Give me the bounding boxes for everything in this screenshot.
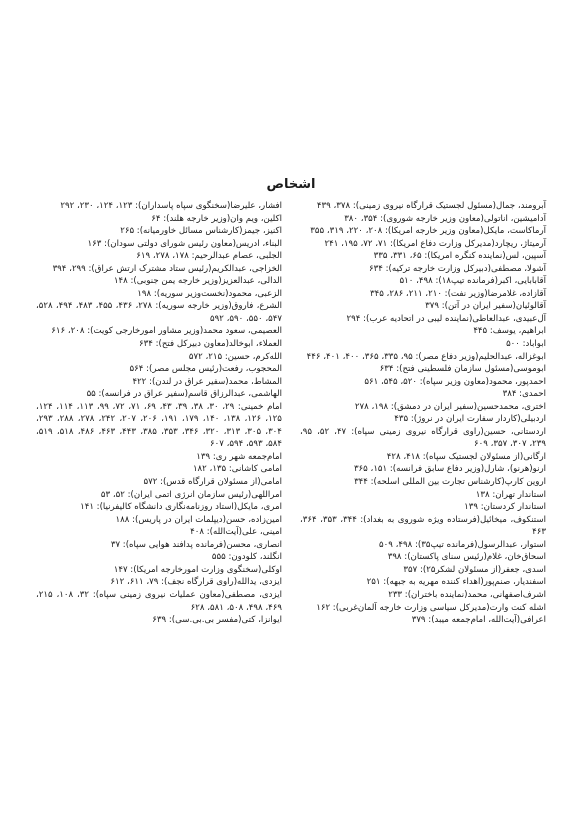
index-entry: الله‌کرم، حسین: ۲۱۵، ۵۷۲ bbox=[188, 351, 282, 362]
index-entry: استاندار کردستان: ۱۳۹ bbox=[464, 502, 546, 513]
index-entry: اختری، محمدحسین(سفیر ایران در دمشق): ۱۹۸، ۲۷۸ bbox=[354, 401, 546, 412]
index-entry: آقابابایی، اکبر(فرمانده تیپ۱۸): ۴۹۸، ۵۱۰ bbox=[399, 276, 546, 287]
index-entry: احمدی: ۳۸۴ bbox=[502, 389, 546, 400]
index-entry: افشار، علیرضا(سخنگوی سپاه پاسداران): ۱۲۳، ۱۲۴، ۲۳۰، ۲۹۲ bbox=[60, 201, 282, 211]
index-entry: اشرف‌اصفهانی، محمد(نماینده باختران): ۲۳۳ bbox=[388, 589, 546, 600]
index-entry: الهاشمی، عبدالرزاق قاسم(سفیر عراق در فرانسه): ۵۵ bbox=[86, 389, 282, 400]
index-entry: آسپین، لس(نماینده کنگره امریکا): ۶۵، ۳۳۱، ۳۳۵ bbox=[373, 251, 546, 262]
index-entry: احمدپور، محمود(معاون وزیر سپاه): ۵۲۰، ۵۴۵، ۵۶۱ bbox=[364, 376, 546, 387]
index-entry: ایزدی، یدالله(راوی قرارگاه نجف): ۷۹، ۶۱۱، ۶۱۲ bbox=[110, 577, 282, 588]
index-entry: امینی، علی(آیت‌الله): ۴۰۸ bbox=[190, 527, 282, 538]
index-entry: امامی کاشانی: ۱۳۵، ۱۸۲ bbox=[192, 464, 282, 475]
index-entry: امامی(از مسئولان قرارگاه قدس): ۵۷۲ bbox=[143, 477, 282, 488]
index-entry: استوار، عبدالرسول(فرمانده تیپ۳۵): ۴۹۸، ۵۰۹ bbox=[379, 539, 546, 550]
index-entry: العصیمی، سعود محمد(وزیر مشاور امورخارجی کویت): ۲۰۸، ۶۱۶ bbox=[51, 326, 282, 337]
index-entry: استنکوف، میخائیل(فرستاده ویژه شوروی به بغداد): ۳۴۴، ۳۵۳، ۳۶۴، ۴۶۳ bbox=[300, 514, 546, 538]
index-entry: الشرع، فاروق(وزیر خارجه سوریه): ۲۷۸، ۴۳۶، ۴۵۵، ۴۸۳، ۴۹۴، ۵۲۸، ۵۴۷، ۵۵۰، ۵۹۰، ۵۹۲ bbox=[36, 301, 282, 324]
index-entry: اروین کارپ(کارشناس تجارت بین المللی اسلحه): ۳۴۴ bbox=[354, 477, 546, 488]
index-entry: آل‌عبیدی، عبدالعاطی(نماینده لیبی در اتحادیه عرب): ۲۹۴ bbox=[346, 313, 546, 324]
index-entry: اکنیز، جیمز(کارشناس مسائل خاورمیانه): ۲۶۵ bbox=[120, 226, 282, 237]
index-entry: آشولا، مصطفی(دبیرکل وزارت خارجه ترکیه): ۶۳۴ bbox=[369, 263, 546, 274]
index-column-left bbox=[36, 200, 282, 627]
index-entry: اکلین، ویم وان(وزیر خارجه هلند): ۶۴ bbox=[151, 213, 282, 224]
index-entry: آرمیتاژ، ریچارد(مدیرکل وزارت دفاع امریکا): ۷۱، ۷۲، ۱۹۵، ۲۴۱ bbox=[324, 238, 546, 249]
index-entry: ابوموسی(مسئول سازمان فلسطینی فتح): ۶۳۴ bbox=[379, 364, 546, 375]
index-entry: امراللهی(رئیس سازمان انرژی اتمی ایران): ۵۲، ۵۳ bbox=[100, 489, 282, 500]
index-entry: اعرافی(آیت‌الله، امام‌جمعه میبد): ۳۷۹ bbox=[411, 615, 546, 626]
index-entry: البناء، ادریس(معاون رئیس شورای دولتی سودان): ۱۶۳ bbox=[87, 238, 282, 249]
index-entry: اسدی، جعفر(از مسئولان لشکر۲۵): ۳۵۷ bbox=[403, 564, 546, 575]
index-entry: آرماکاست، مایکل(معاون وزیر خارجه امریکا): ۲۰۸، ۲۲۰، ۳۱۹، ۳۵۵ bbox=[310, 226, 546, 237]
index-entry: الجلبی، عصام عبدالرحیم: ۱۷۸، ۲۷۸، ۶۱۹ bbox=[136, 251, 282, 262]
index-entry: اشله کنت وارت(مدیرکل سیاسی وزارت خارجه آلمان‌غربی): ۱۶۲ bbox=[316, 602, 546, 613]
index-entry: ابراهیم، یوسف: ۴۴۵ bbox=[473, 326, 546, 337]
index-entry: آقالوئیان(سفیر ایران در آتن): ۳۷۹ bbox=[425, 301, 546, 312]
index-entry: آدامیشین، اناتولی(معاون وزیر خارجه شوروی): ۳۵۴، ۳۸۰ bbox=[344, 213, 546, 224]
index-entry: امام‌جمعه شهر ری: ۱۳۹ bbox=[196, 451, 282, 462]
index-entry: ایزدی، مصطفی(معاون عملیات نیروی زمینی سپاه): ۳۲، ۱۰۸، ۲۱۵، ۴۶۹، ۴۹۸، ۵۰۸، ۵۸۱، ۶۲۸ bbox=[36, 589, 282, 613]
index-entry: اوکلی(سخنگوی وزارت امورخارجه امریکا): ۱۴۷ bbox=[113, 564, 282, 575]
index-entry: ایوانزا، کتی(مفسر بی.بی.سی): ۶۳۹ bbox=[152, 615, 282, 626]
index-column-right bbox=[300, 200, 546, 627]
index-entry: امری، مایکل(استاد روزنامه‌نگاری دانشگاه کالیفرنیا): ۱۴۱ bbox=[80, 502, 282, 513]
index-entry: ارگانی(از مسئولان لجستیک سپاه): ۴۱۸، ۴۲۸ bbox=[386, 451, 546, 462]
index-entry: الزعبی، محمود(نخست‌وزیر سوریه): ۱۹۸ bbox=[137, 288, 282, 299]
index-entry: آقازاده، غلامرضا(وزیر نفت): ۲۱۰، ۲۱۱، ۲۸۶، ۳۴۵ bbox=[369, 288, 546, 299]
index-entry: امام خمینی: ۲۹، ۳۰، ۳۸، ۳۹، ۴۳، ۶۹، ۷۱، ۷۲، ۹۹، ۱۱۳، ۱۱۴، ۱۲۴، ۱۲۵، ۱۲۶، ۱۳۸، ۱۴۰، ۱۷۹، ۱۹۱، ۲۰۶، ۲۰۷، ۲۴۲، ۲۷۸، ۲۸۸، ۲۹۳، ۳۰۴، ۳۰۵، ۳۱۳، ۳۲۰، ۳۴۶، ۳۵۳، ۳۸۵، ۴۴۳، ۴۶۳، ۴۸۶، ۵۱۸، ۵۱۹، ۵۸۴، ۵۹۳، ۵۹۴، ۶۰۷ bbox=[36, 401, 283, 450]
index-entry: المشاط، محمد(سفیر عراق در لندن): ۴۲۲ bbox=[132, 376, 282, 387]
index-entry: اردبیلی(کاردار سفارت ایران در نروژ): ۴۳۵ bbox=[394, 414, 546, 425]
index-entry: ابوغزاله، عبدالحلیم(وزیر دفاع مصر): ۹۵، ۳۳۵، ۳۶۵، ۴۰۰، ۴۰۱، ۴۴۶ bbox=[306, 351, 546, 362]
index-entry: امین‌زاده، حسن(دیپلمات ایران در پاریس): ۱۸۸ bbox=[115, 514, 282, 525]
index-entry: العملاء، ابوخالد(معاون دبیرکل فتح): ۶۳۴ bbox=[139, 339, 282, 350]
page-title: اشخاص bbox=[266, 177, 316, 192]
index-entry: انگلند، کلودون: ۵۵۵ bbox=[211, 552, 282, 563]
index-entry: استاندار تهران: ۱۳۸ bbox=[475, 489, 546, 500]
index-entry: ارنو(هرنو)، شارل(وزیر دفاع سابق فرانسه): ۱۵۱، ۳۶۵ bbox=[353, 464, 546, 475]
index-entry: اسفندیار، صنم‌پور(اهداء کننده مهریه به جبهه): ۲۵۱ bbox=[366, 577, 546, 588]
index-entry: انصاری، محسن(فرمانده پدافند هوایی سپاه): ۳۷ bbox=[110, 539, 282, 550]
index-entry: الخزاجی، عبدالکریم(رئیس ستاد مشترک ارتش عراق): ۲۹۹، ۳۹۴ bbox=[52, 263, 282, 274]
index-entry: ابواباد: ۵۰۰ bbox=[506, 339, 546, 350]
index-entry: المحجوب، رفعت(رئیس مجلس مصر): ۵۶۴ bbox=[129, 364, 282, 375]
index-entry: اردستانی، حسین(راوی قرارگاه نیروی زمینی سپاه): ۴۷، ۵۲، ۹۵، ۲۳۹، ۳۰۷، ۳۵۷، ۶۰۹ bbox=[300, 426, 546, 450]
index-entry: اسحاق‌خان، غلام(رئیس سنای پاکستان): ۳۹۸ bbox=[387, 552, 546, 563]
index-entry: آبرومند، جمال(مسئول لجستیک قرارگاه نیروی زمینی): ۳۷۸، ۴۳۹ bbox=[316, 201, 546, 211]
index-entry: الدالی، عبدالعزیز(وزیر خارجه یمن جنوبی): ۱۴۸ bbox=[113, 276, 282, 287]
